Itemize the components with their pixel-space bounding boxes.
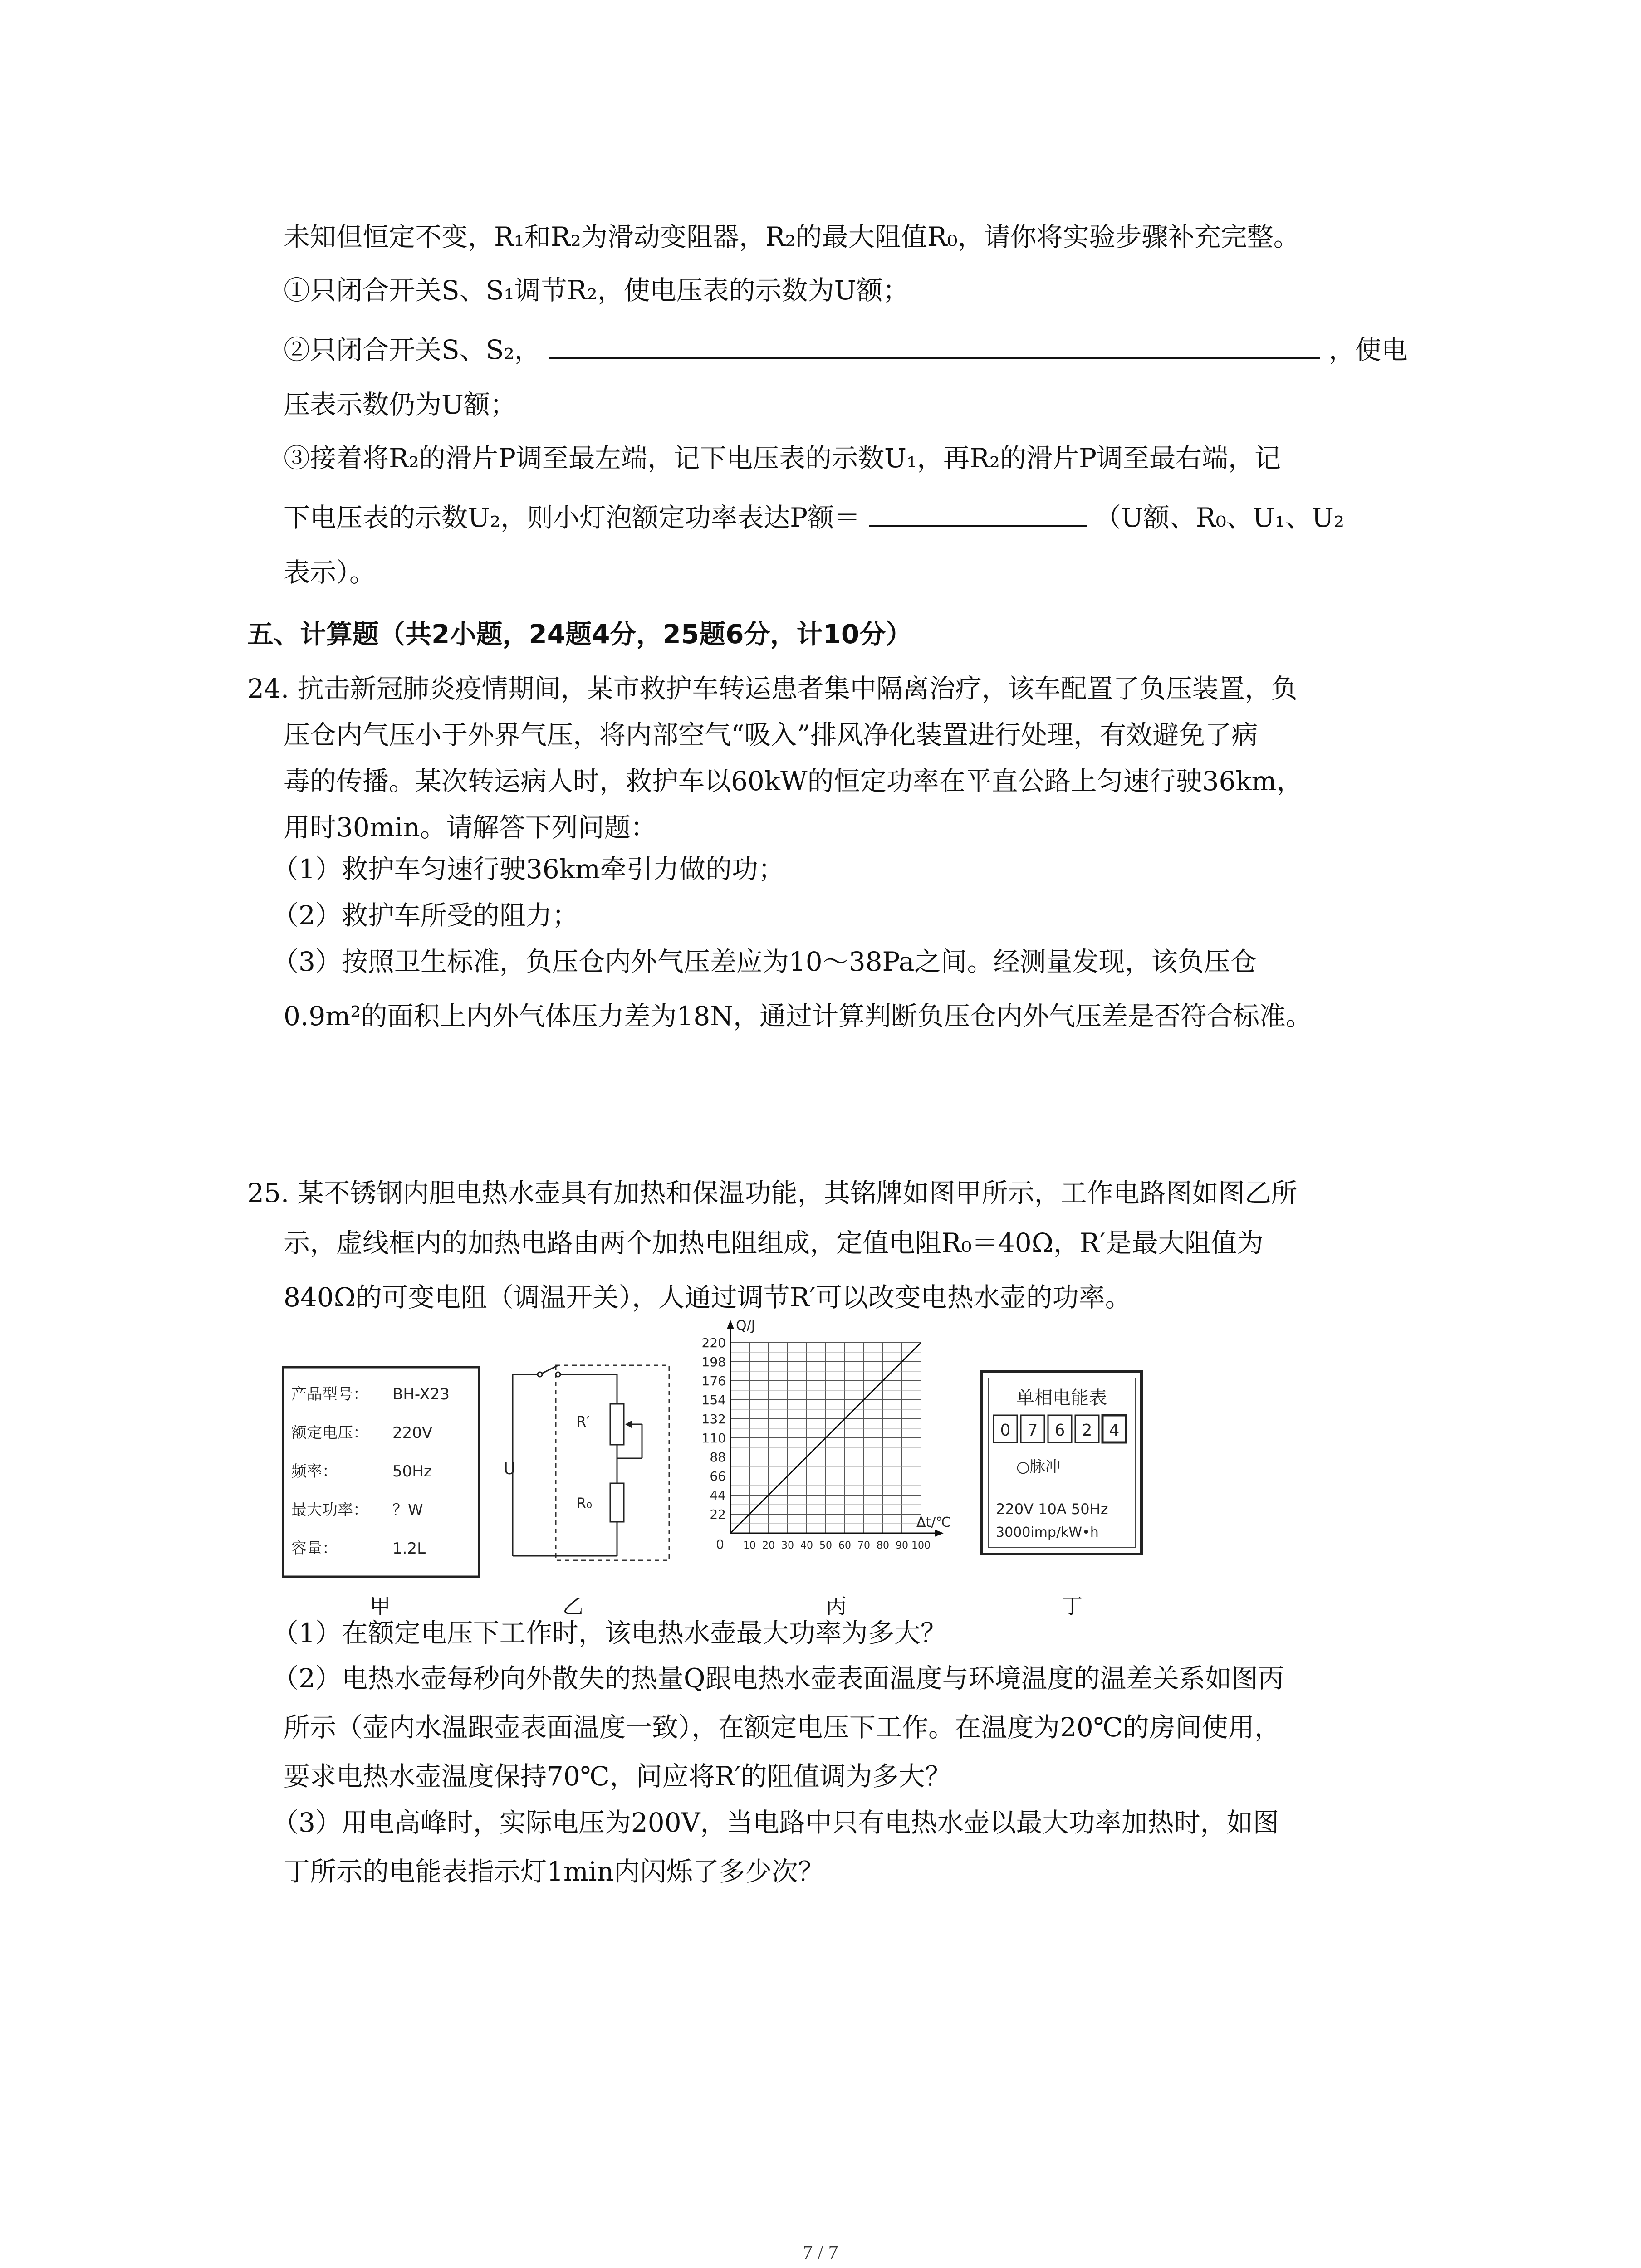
caption-ding: 丁: [1062, 1594, 1083, 1618]
q24-line-1: 24. 抗击新冠肺炎疫情期间，某市救护车转运患者集中隔离治疗，该车配置了负压装置，负: [247, 673, 1298, 704]
q24-part-1: （1）救护车匀速行驶36km牵引力做的功；: [272, 854, 784, 885]
nameplate-value: 50Hz: [392, 1462, 432, 1481]
x-axis-label: Δt/℃: [916, 1515, 951, 1530]
caption-bing: 丙: [826, 1594, 847, 1618]
q25-part-2-cont: 所示（壶内水温跟壶表面温度一致），在额定电压下工作。在温度为20℃的房间使用，: [284, 1712, 1281, 1743]
y-tick-label: 88: [710, 1450, 726, 1465]
figure-circuit: [504, 1343, 676, 1571]
text-line-1: 未知但恒定不变，R₁和R₂为滑动变阻器，R₂的最大阻值R₀，请你将实验步骤补充完整。: [284, 221, 1300, 252]
y-axis-arrow: [727, 1320, 734, 1329]
x-tick-label: 20: [762, 1540, 775, 1551]
nameplate-key: 容量：: [291, 1540, 338, 1558]
heating-dashed-box: [556, 1365, 669, 1560]
caption-jia: 甲: [370, 1594, 391, 1618]
y-tick-label: 44: [710, 1488, 726, 1503]
x-tick-label: 10: [743, 1540, 756, 1551]
caption-yi: 乙: [563, 1594, 583, 1618]
label-u: U: [504, 1460, 516, 1478]
q25-part-2: （2）电热水壶每秒向外散失的热量Q跟电热水壶表面温度与环境温度的温差关系如图丙: [272, 1663, 1284, 1694]
figure-energy-meter: [980, 1370, 1143, 1558]
meter-digit: 2: [1082, 1421, 1092, 1440]
y-tick-label: 220: [701, 1335, 726, 1350]
y-tick-label: 176: [701, 1374, 726, 1388]
q25-line-2: 示，虚线框内的加热电路由两个加热电阻组成，定值电阻R₀＝40Ω，R′是最大阻值为: [284, 1227, 1264, 1258]
figure-chart: [681, 1315, 971, 1571]
x-tick-label: 90: [896, 1540, 908, 1551]
q24-line-2: 压仓内气压小于外界气压，将内部空气“吸入”排风净化装置进行处理，有效避免了病: [284, 719, 1258, 750]
step-3-text: 下电压表的示数U₂，则小灯泡额定功率表达P额＝: [284, 502, 861, 533]
nameplate-key: 产品型号：: [291, 1385, 368, 1403]
step-3: ③接着将R₂的滑片P调至最左端，记下电压表的示数U₁，再R₂的滑片P调至最右端，记: [284, 443, 1281, 474]
label-r-prime: R′: [576, 1413, 590, 1430]
meter-digit: 7: [1027, 1421, 1038, 1440]
y-tick-label: 110: [701, 1431, 726, 1446]
q24-part-3-cont: 0.9m²的面积上内外气体压力差为18N，通过计算判断负压仓内外气压差是否符合标准。: [284, 1001, 1313, 1031]
x-tick-label: 30: [781, 1540, 794, 1551]
x-tick-label: 80: [877, 1540, 889, 1551]
q24-part-2: （2）救护车所受的阻力；: [272, 900, 578, 931]
x-tick-label: 70: [857, 1540, 870, 1551]
step-3-cont: [284, 499, 1344, 536]
x-tick-label: 100: [911, 1540, 931, 1551]
nameplate-value: ？W: [392, 1501, 423, 1519]
x-tick-label: 50: [819, 1540, 832, 1551]
q25-part-3-cont: 丁所示的电能表指示灯1min内闪烁了多少次？: [284, 1856, 824, 1887]
nameplate-key: 额定电压：: [291, 1424, 368, 1442]
resistor-r-prime: [610, 1404, 624, 1445]
meter-title: 单相电能表: [1016, 1388, 1107, 1408]
q25-line-3: 840Ω的可变电阻（调温开关），人通过调节R′可以改变电热水壶的功率。: [284, 1282, 1132, 1313]
meter-spec: 220V 10A 50Hz: [996, 1501, 1108, 1518]
answer-blank-1[interactable]: [549, 331, 1320, 359]
meter-digit: 6: [1054, 1421, 1065, 1440]
meter-pulse: ○脉冲: [1016, 1458, 1061, 1476]
nameplate-value: BH-X23: [392, 1385, 450, 1403]
y-tick-label: 66: [710, 1469, 726, 1484]
meter-digit: 4: [1109, 1421, 1120, 1440]
y-tick-label: 198: [701, 1354, 726, 1369]
nameplate-value: 220V: [392, 1424, 433, 1442]
q24-line-3: 毒的传播。某次转运病人时，救护车以60kW的恒定功率在平直公路上匀速行驶36km，: [284, 766, 1303, 797]
step-1: ①只闭合开关S、S₁调节R₂，使电压表的示数为U额；: [284, 275, 909, 306]
nameplate-key: 最大功率：: [291, 1501, 368, 1519]
step-3-end: 表示）。: [284, 557, 376, 588]
step-2-cont: 压表示数仍为U额；: [284, 389, 516, 420]
step-2: [284, 331, 1408, 368]
q25-line-1: 25. 某不锈钢内胆电热水壶具有加热和保温功能，其铭牌如图甲所示，工作电路图如图乙所: [247, 1178, 1298, 1208]
step-3-text-end: （U额、R₀、U₁、U₂: [1095, 502, 1345, 533]
meter-imp: 3000imp/kW•h: [996, 1525, 1099, 1540]
y-tick-label: 132: [701, 1412, 726, 1427]
x-tick-label: 60: [838, 1540, 851, 1551]
q24-part-3: （3）按照卫生标准，负压仓内外气压差应为10～38Pa之间。经测量发现，该负压仓: [272, 946, 1257, 977]
step-2-text-end: ，使电: [1328, 334, 1408, 365]
q24-line-4: 用时30min。请解答下列问题：: [284, 812, 657, 843]
meter-digit: 0: [1000, 1421, 1011, 1440]
nameplate-value: 1.2L: [392, 1540, 426, 1558]
q25-part-3: （3）用电高峰时，实际电压为200V，当电路中只有电热水壶以最大功率加热时，如图: [272, 1807, 1279, 1838]
section-title: 五、计算题（共2小题，24题4分，25题6分，计10分）: [247, 619, 912, 650]
nameplate-key: 频率：: [291, 1462, 338, 1481]
answer-blank-2[interactable]: [869, 499, 1087, 527]
slider-arrow: [625, 1421, 632, 1428]
y-tick-label: 22: [710, 1507, 726, 1522]
step-2-text: ②只闭合开关S、S₂，: [284, 334, 541, 365]
origin-label: 0: [716, 1537, 724, 1552]
figure-nameplate: [281, 1365, 481, 1580]
y-axis-label: Q/J: [736, 1318, 755, 1334]
q25-part-1: （1）在额定电压下工作时，该电热水壶最大功率为多大？: [272, 1618, 947, 1648]
x-tick-label: 40: [800, 1540, 813, 1551]
resistor-r0: [610, 1483, 624, 1522]
x-axis-arrow: [935, 1530, 944, 1537]
q25-part-2-end: 要求电热水壶温度保持70℃，问应将R′的阻值调为多大？: [284, 1761, 951, 1792]
label-r0: R₀: [576, 1495, 593, 1512]
page-number: 7 / 7: [803, 2241, 838, 2263]
y-tick-label: 154: [701, 1393, 726, 1408]
